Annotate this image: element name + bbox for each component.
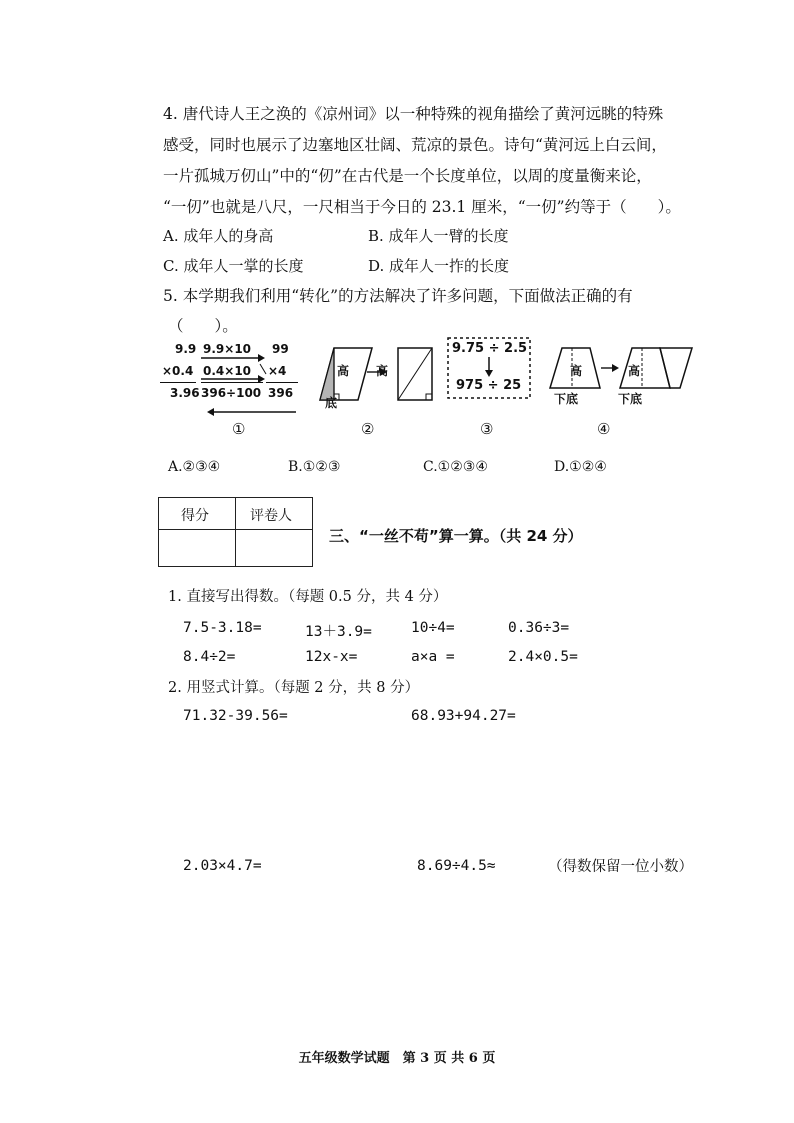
fig1-c2: ×4 xyxy=(268,364,287,378)
fig1-a1: 9.9 xyxy=(175,342,197,356)
q5-choice-c: C.①②③④ xyxy=(423,459,488,475)
grader-cell[interactable] xyxy=(238,532,310,563)
fig1-b1: 9.9×10 xyxy=(203,342,252,356)
fig-label-3: ③ xyxy=(480,420,494,438)
calc1-item: 0.36÷3= xyxy=(508,620,570,636)
page-footer: 五年级数学试题 第 3 页 共 6 页 xyxy=(298,1051,496,1066)
fig2-base-label: 底 xyxy=(325,396,338,410)
calc2-item: 2.03×4.7= xyxy=(183,858,262,874)
fig1-b2: 0.4×10 xyxy=(203,364,252,378)
fig2-height-label: 高 xyxy=(337,364,350,378)
fig1-arrows xyxy=(158,340,308,420)
q5-choice-b: B.①②③ xyxy=(288,459,341,475)
q5-choice-a: A.②③④ xyxy=(168,459,221,475)
q4-option-a: A. 成年人的身高 xyxy=(163,227,274,245)
fig1-c1: 99 xyxy=(272,342,289,356)
calc2-item: 8.69÷4.5≈ xyxy=(417,858,496,874)
fig1-c3: 396 xyxy=(268,386,294,400)
q4-line-2: 感受，同时也展示了边塞地区壮阔、荒凉的景色。诗句“黄河远上白云间， xyxy=(163,136,667,154)
fig1-b3: 396÷100 xyxy=(201,386,262,400)
fig4-base2-label: 下底 xyxy=(618,392,643,406)
fig3-top: 9.75 ÷ 2.5 xyxy=(452,341,528,356)
q4-line-1: 4. 唐代诗人王之涣的《凉州词》以一种特殊的视角描绘了黄河远眺的特殊 xyxy=(163,105,664,123)
q4-option-c: C. 成年人一掌的长度 xyxy=(163,257,304,275)
calc1-title: 1. 直接写出得数。（每题 0.5 分，共 4 分） xyxy=(168,589,448,605)
score-cell[interactable] xyxy=(161,532,233,563)
calc1-item: 7.5-3.18= xyxy=(183,620,262,636)
calc1-item: 12x-x= xyxy=(305,649,358,665)
calc2-item: 71.32-39.56= xyxy=(183,708,288,724)
calc1-item: 10÷4= xyxy=(411,620,455,636)
q4-line-4: “一仞”也就是八尺，一尺相当于今日的 23.1 厘米，“一仞”约等于（ ）。 xyxy=(163,198,681,216)
fig4-height-label: 高 xyxy=(570,364,583,378)
q4-option-d: D. 成年人一拃的长度 xyxy=(368,257,510,275)
calc1-item: 13＋3.9= xyxy=(305,624,372,640)
fig-label-4: ④ xyxy=(597,420,611,438)
calc2-item: 68.93+94.27= xyxy=(411,708,516,724)
calc2-note: （得数保留一位小数） xyxy=(548,859,693,875)
q4-line-3: 一片孤城万仞山”中的“仞”在古代是一个长度单位，以周的度量衡来论， xyxy=(163,167,652,185)
fig-label-2: ② xyxy=(361,420,375,438)
calc1-item: 8.4÷2= xyxy=(183,649,236,665)
fig2-height2-label: 高 xyxy=(376,364,389,378)
fig1-a2: ×0.4 xyxy=(162,364,194,378)
score-table xyxy=(158,497,313,567)
calc1-item: a×a = xyxy=(411,649,455,665)
fig3-bottom: 975 ÷ 25 xyxy=(456,378,522,393)
q5-choice-d: D.①②④ xyxy=(554,459,607,475)
fig4-base-label: 下底 xyxy=(554,392,579,406)
fig4-height2-label: 高 xyxy=(628,364,641,378)
calc2-title: 2. 用竖式计算。（每题 2 分，共 8 分） xyxy=(168,680,420,696)
fig-label-1: ① xyxy=(232,420,246,438)
q4-option-b: B. 成年人一臂的长度 xyxy=(368,227,509,245)
score-header: 得分 xyxy=(181,508,209,524)
section-3-title: 三、“一丝不苟”算一算。（共 24 分） xyxy=(329,527,583,545)
calc1-item: 2.4×0.5= xyxy=(508,649,578,665)
q5-line-2: （ ）。 xyxy=(168,317,238,335)
grader-header: 评卷人 xyxy=(250,508,292,524)
fig1-a3: 3.96 xyxy=(170,386,200,400)
q5-line-1: 5. 本学期我们利用“转化”的方法解决了许多问题，下面做法正确的有 xyxy=(163,287,633,305)
